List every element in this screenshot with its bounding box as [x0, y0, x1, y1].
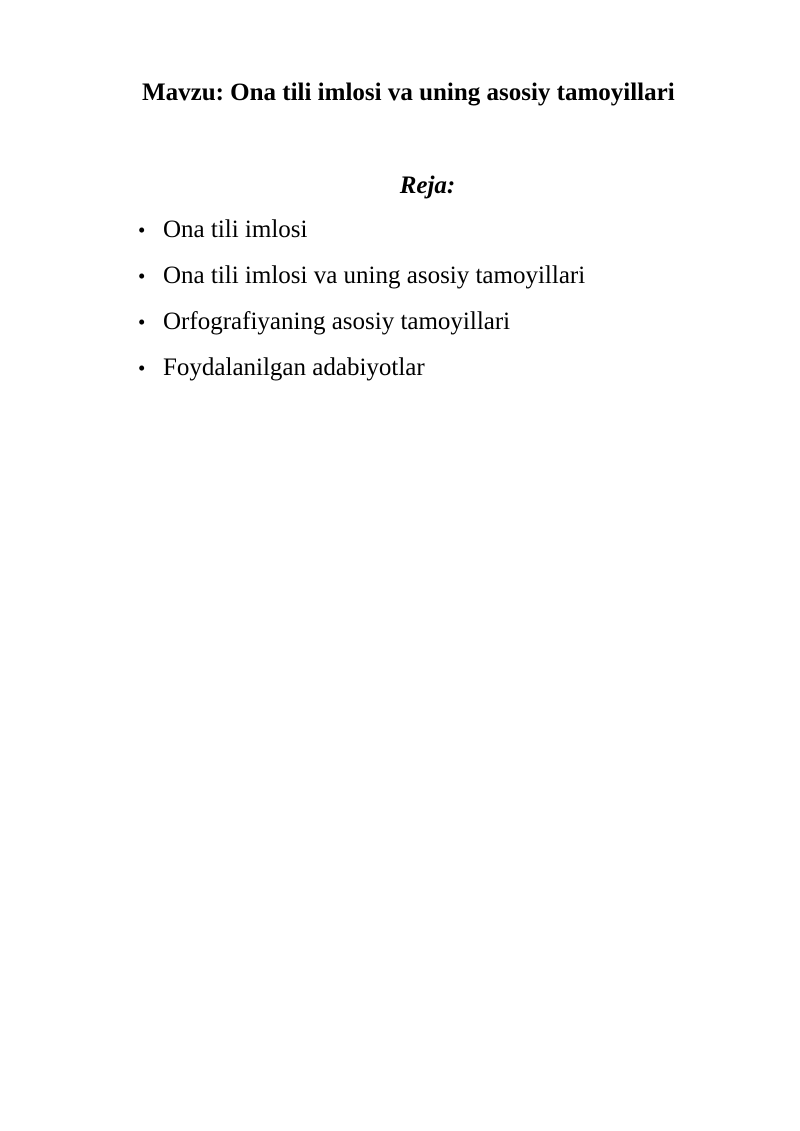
plan-item-text: Orfografiyaning asosiy tamoyillari: [163, 308, 511, 335]
document-title: Mavzu: Ona tili imlosi va uning asosiy tamoyillari: [142, 79, 675, 106]
plan-item-text: Ona tili imlosi va uning asosiy tamoyillari: [163, 262, 586, 289]
plan-item-text: Foydalanilgan adabiyotlar: [163, 354, 425, 381]
plan-heading: Reja:: [399, 172, 456, 199]
bullet-icon: •: [138, 218, 146, 242]
plan-item: [138, 305, 585, 351]
bullet-icon: •: [138, 310, 146, 334]
plan-item: [138, 259, 585, 305]
bullet-icon: •: [138, 264, 146, 288]
bullet-icon: •: [138, 356, 146, 380]
plan-item: [138, 351, 585, 397]
plan-item-text: Ona tili imlosi: [163, 216, 308, 243]
plan-item: [138, 213, 585, 259]
plan-list: [138, 213, 585, 397]
